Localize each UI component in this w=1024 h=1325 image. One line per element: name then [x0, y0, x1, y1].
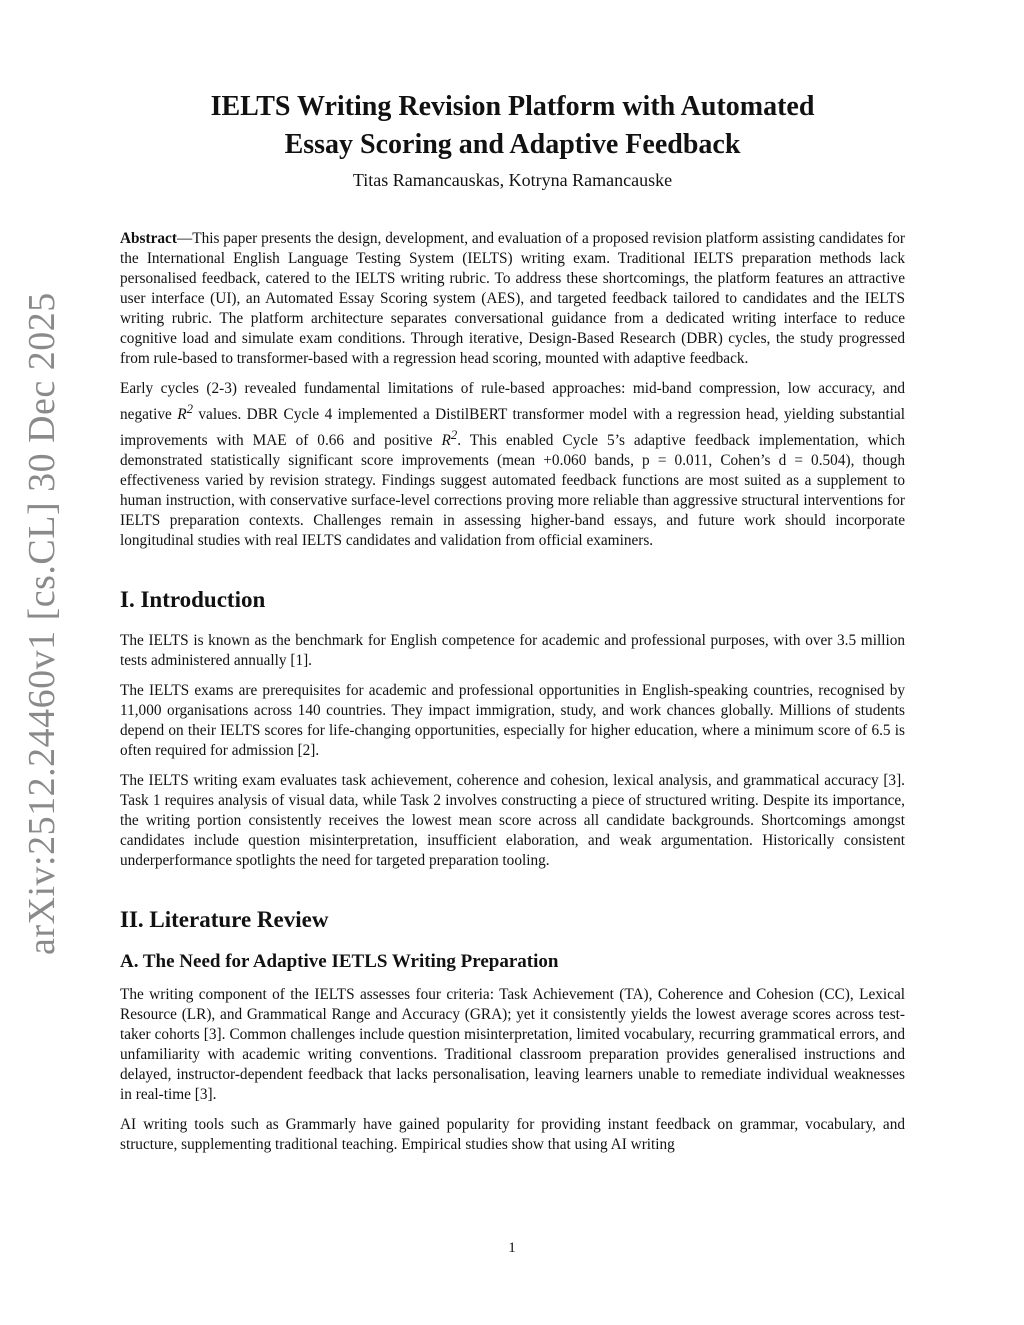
literature-subsection-a-heading: A. The Need for Adaptive IETLS Writing Preparation	[120, 951, 559, 973]
r-squared-symbol-2	[441, 428, 458, 450]
title-line-1: IELTS Writing Revision Platform with Automated	[210, 91, 815, 122]
title-line-2: Essay Scoring and Adaptive Feedback	[284, 129, 741, 160]
paper-title	[120, 88, 905, 164]
page-number: 1	[508, 1240, 516, 1256]
abstract-label: Abstract	[120, 230, 177, 247]
introduction-paragraph-3: The IELTS writing exam evaluates task achievement, coherence and cohesion, lexical analysis, and grammatical accuracy [3]. Task 1 requires analysis of visual data, while Task 2 involves constructing a piece of structured writing. Despite its importance, the writing portion consistently receives the lowest mean score across all candidate backgrounds. Shortcomings amongst candidates include question misinterpretation, insufficient elaboration, and weak argumentation. Historically consistent underperformance spotlights the need for targeted preparation tooling.	[120, 772, 905, 870]
r-symbol: R	[441, 432, 451, 450]
authors: Titas Ramancauskas, Kotryna Ramancauske	[352, 170, 673, 190]
paper-page	[120, 88, 905, 1165]
literature-review-heading: II. Literature Review	[120, 907, 329, 933]
arxiv-identifier: arXiv:2512.24460v1 [cs.CL] 30 Dec 2025	[21, 292, 63, 955]
r-symbol: R	[177, 406, 187, 424]
abstract-text-1: —This paper presents the design, development, and evaluation of a proposed revision platform assisting candidates for the International English Language Testing System (IELTS) writing exam. Traditional IELTS preparation methods lack personalised feedback, catered to the IELTS writing rubric. To address these shortcomings, the platform features an attractive user interface (UI), an Automated Essay Scoring system (AES), and targeted feedback tailored to candidates and the IELTS writing rubric. The platform architecture separates conversational guidance from a dedicated writing interface to reduce cognitive load and simulate exam conditions. Through iterative, Design-Based Research (DBR) cycles, the study progressed from rule-based to transformer-based with a regression head scoring, mounted with adaptive feedback.	[120, 230, 905, 367]
literature-paragraph-2: AI writing tools such as Grammarly have gained popularity for providing instant feedback on grammar, vocabulary, and structure, supplementing traditional teaching. Empirical studies show that using AI writing	[120, 1116, 905, 1154]
r-squared-symbol-1	[177, 402, 193, 424]
r-exponent: 2	[450, 428, 458, 443]
r-exponent: 2	[186, 402, 193, 416]
abstract-text-2a: Early cycles (2-3) revealed fundamental limitations of rule-based approaches: mid-band compression, low accuracy, and negative	[120, 380, 905, 424]
abstract-text-2b: values. DBR Cycle 4 implemented a DistilBERT transformer model with a regression head, yielding substantial improvements with MAE of 0.66 and positive	[120, 406, 905, 450]
abstract-text-2c: . This enabled Cycle 5’s adaptive feedback implementation, which demonstrated statistically significant score improvements (mean +0.060 bands, p = 0.011, Cohen’s d = 0.504), though effectiveness varied by revision strategy. Findings suggest automated feedback functions are most suited as a supplement to human instruction, with conservative surface-level corrections proving more reliable than aggressive structural interventions for IELTS preparation contexts. Challenges remain in assessing higher-band essays, and future work should incorporate longitudinal studies with real IELTS candidates and validation from official examiners.	[120, 432, 905, 550]
abstract-paragraph-1	[120, 229, 905, 369]
introduction-paragraph-2: The IELTS exams are prerequisites for academic and professional opportunities in English-speaking countries, recognised by 11,000 organisations across 140 countries. They impact immigration, study, and work chances globally. Millions of students depend on their IELTS scores for life-changing opportunities, especially for higher education, where a minimum score of 6.5 is often required for admission [2].	[120, 682, 905, 760]
abstract-paragraph-2	[120, 379, 905, 551]
introduction-paragraph-1: The IELTS is known as the benchmark for English competence for academic and professional purposes, with over 3.5 million tests administered annually [1].	[120, 632, 905, 670]
introduction-heading: I. Introduction	[120, 587, 266, 613]
literature-paragraph-1: The writing component of the IELTS assesses four criteria: Task Achievement (TA), Coherence and Cohesion (CC), Lexical Resource (LR), and Grammatical Range and Accuracy (GRA); yet it consistently yields the lowest average scores across test-taker cohorts [3]. Common challenges include question misinterpretation, limited vocabulary, recurring grammatical errors, and unfamiliarity with academic writing conventions. Traditional classroom preparation provides generalised instructions and delayed, instructor-dependent feedback that lacks personalisation, leaving learners unable to remediate individual weaknesses in real-time [3].	[120, 986, 905, 1104]
